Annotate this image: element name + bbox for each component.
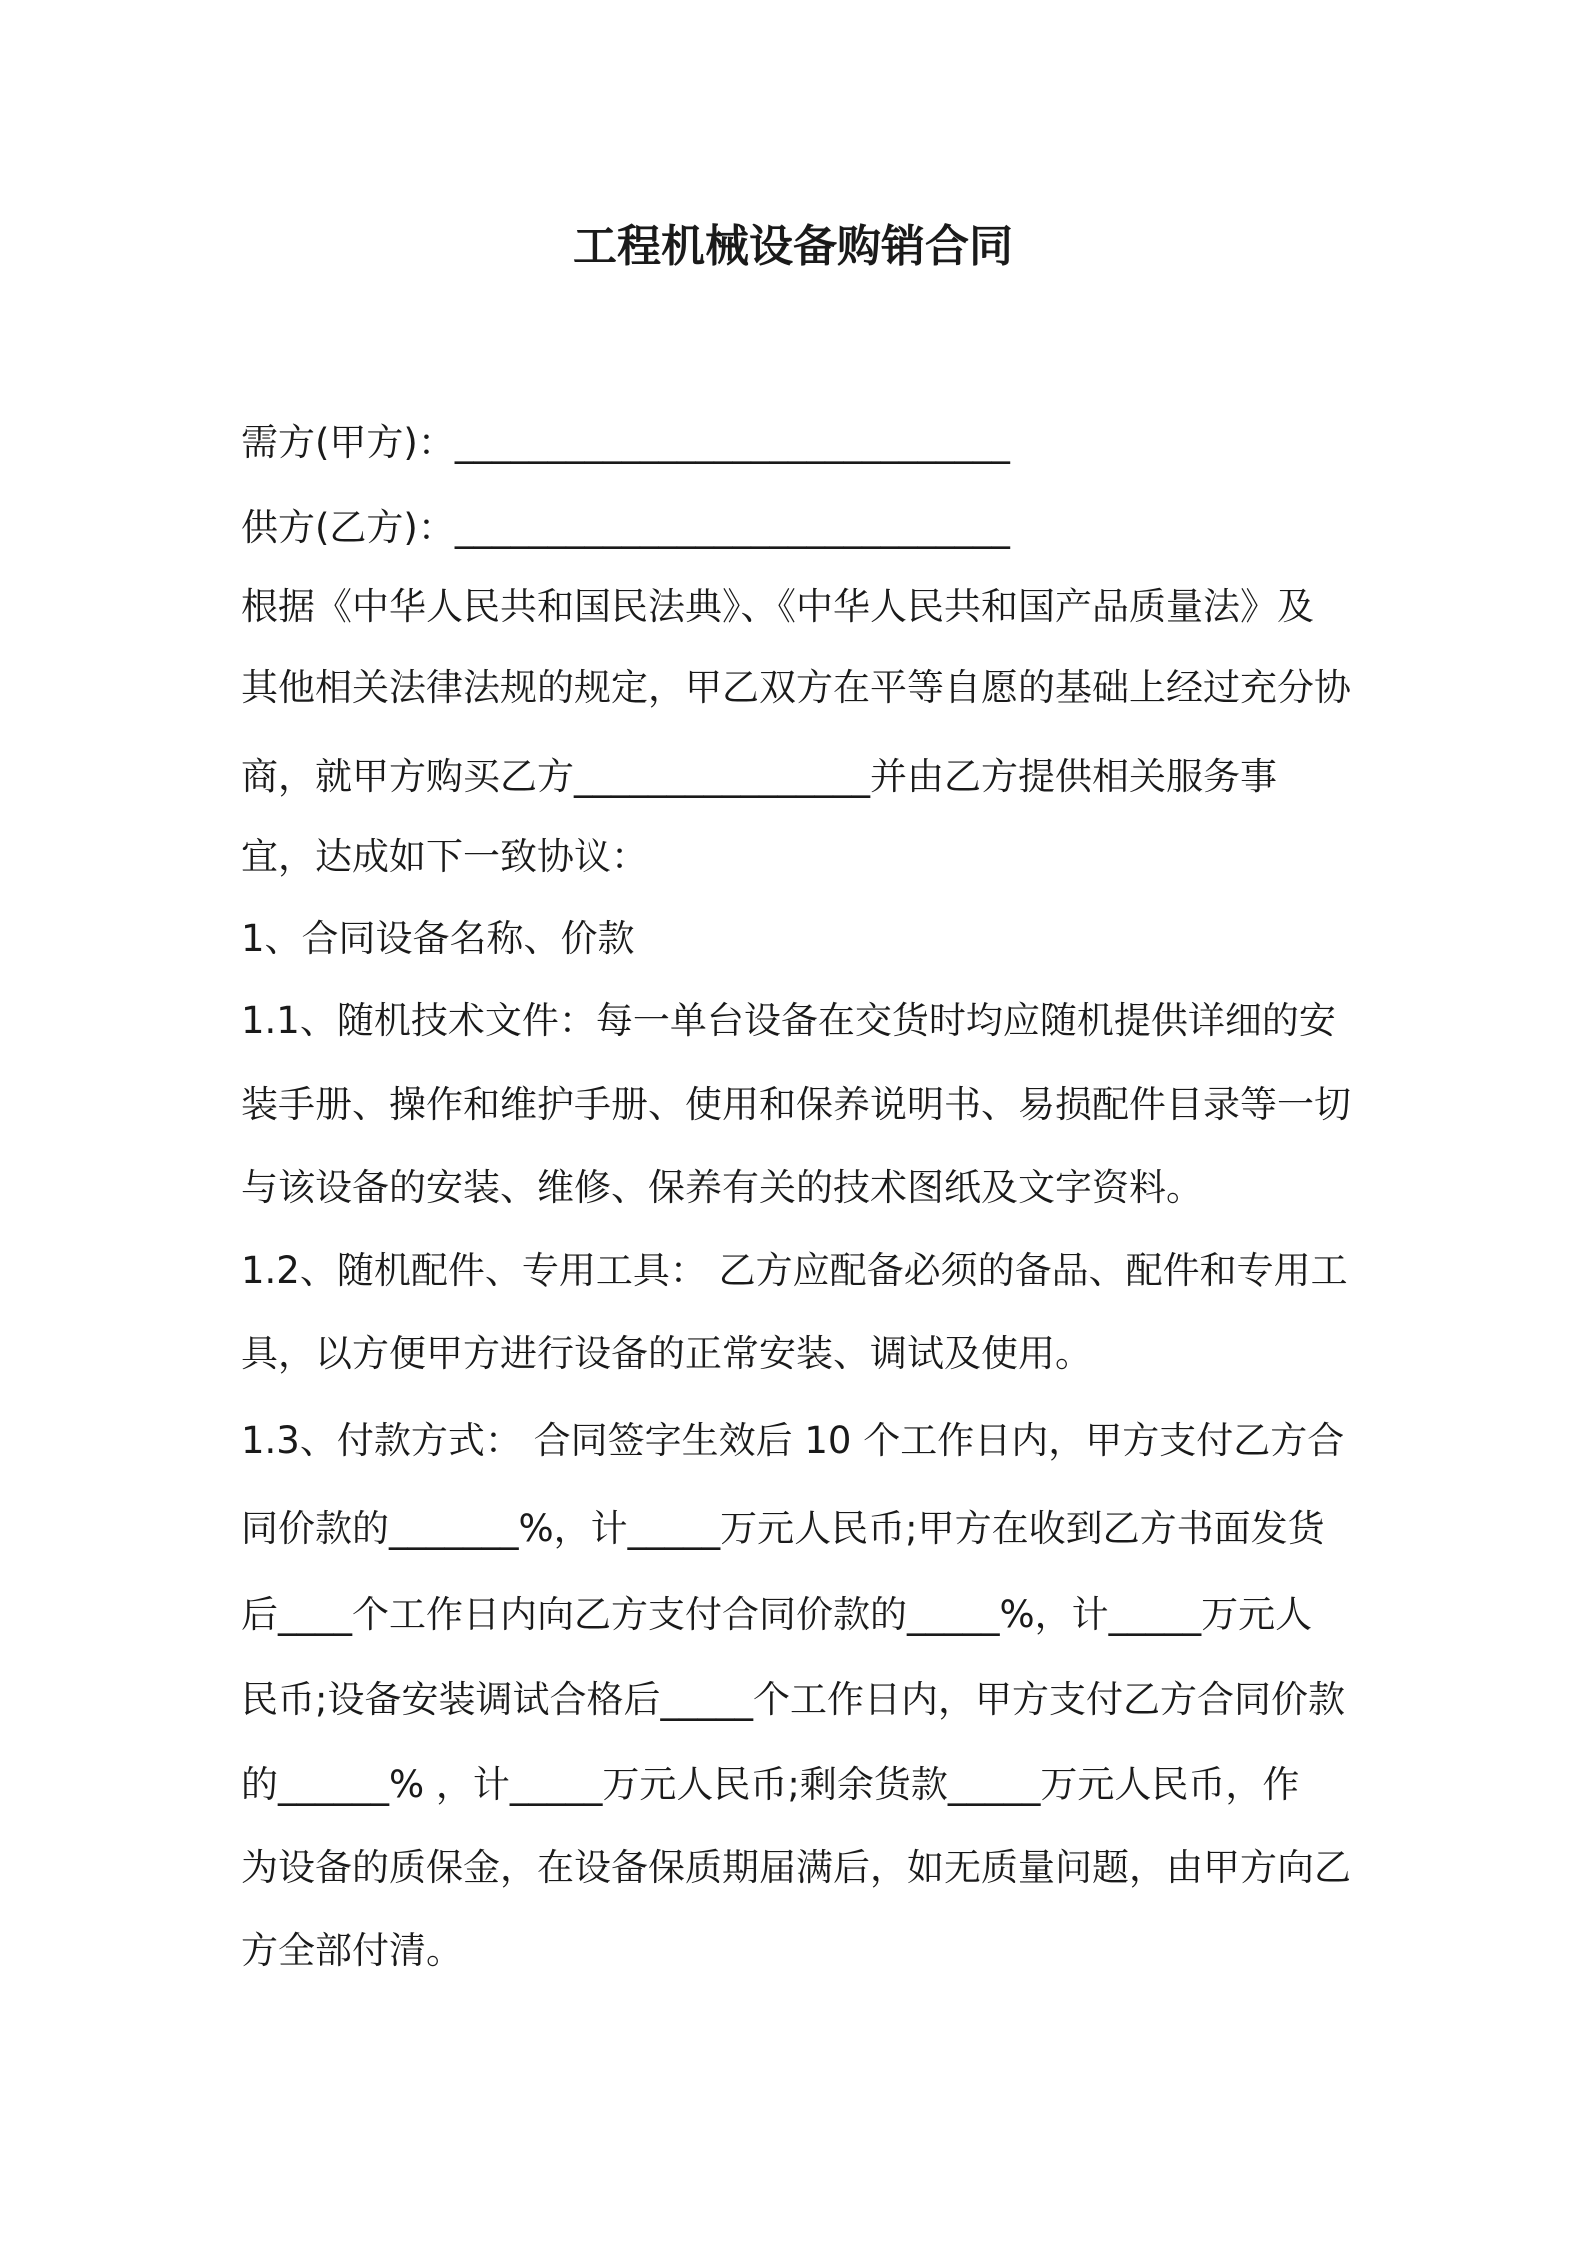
clause-1-1-line-1: 1.1、随机技术文件：每一单台设备在交货时均应随机提供详细的安 bbox=[241, 999, 1336, 1042]
clause-1-3-line-3: 后____个工作日内向乙方支付合同价款的_____%，计_____万元人 bbox=[241, 1593, 1313, 1636]
clause-1-3-line-5: 的______% ，计_____万元人民币;剩余货款_____万元人民币，作 bbox=[241, 1763, 1300, 1806]
preamble-line-1: 根据《中华人民共和国民法典》、《中华人民共和国产品质量法》及 bbox=[241, 585, 1314, 628]
party-a-line: 需方(甲方)：______________________________ bbox=[241, 421, 1010, 464]
document-title: 工程机械设备购销合同 bbox=[573, 221, 1013, 272]
clause-1-1-line-2: 装手册、操作和维护手册、使用和保养说明书、易损配件目录等一切 bbox=[241, 1083, 1351, 1126]
party-b-line: 供方(乙方)：______________________________ bbox=[241, 506, 1010, 549]
clause-1-3-line-6: 为设备的质保金，在设备保质期届满后，如无质量问题，由甲方向乙 bbox=[241, 1846, 1351, 1889]
preamble-line-4: 宜，达成如下一致协议： bbox=[241, 835, 648, 878]
clause-1-1-line-3: 与该设备的安装、维修、保养有关的技术图纸及文字资料。 bbox=[241, 1166, 1203, 1209]
clause-1-3-line-4: 民币;设备安装调试合格后_____个工作日内，甲方支付乙方合同价款 bbox=[241, 1678, 1345, 1721]
preamble-line-3: 商，就甲方购买乙方________________并由乙方提供相关服务事 bbox=[241, 755, 1277, 798]
clause-1-3-line-1: 1.3、付款方式： 合同签字生效后 10 个工作日内，甲方支付乙方合 bbox=[241, 1419, 1345, 1462]
preamble-line-2: 其他相关法律法规的规定，甲乙双方在平等自愿的基础上经过充分协 bbox=[241, 666, 1351, 709]
clause-1-2-line-1: 1.2、随机配件、专用工具： 乙方应配备必须的备品、配件和专用工 bbox=[241, 1249, 1348, 1292]
clause-1-3-line-2: 同价款的_______%，计_____万元人民币;甲方在收到乙方书面发货 bbox=[241, 1507, 1325, 1550]
clause-1-3-line-7: 方全部付清。 bbox=[241, 1929, 463, 1972]
clause-1-2-line-2: 具，以方便甲方进行设备的正常安装、调试及使用。 bbox=[241, 1332, 1092, 1375]
section-1-heading: 1、合同设备名称、价款 bbox=[241, 917, 635, 960]
